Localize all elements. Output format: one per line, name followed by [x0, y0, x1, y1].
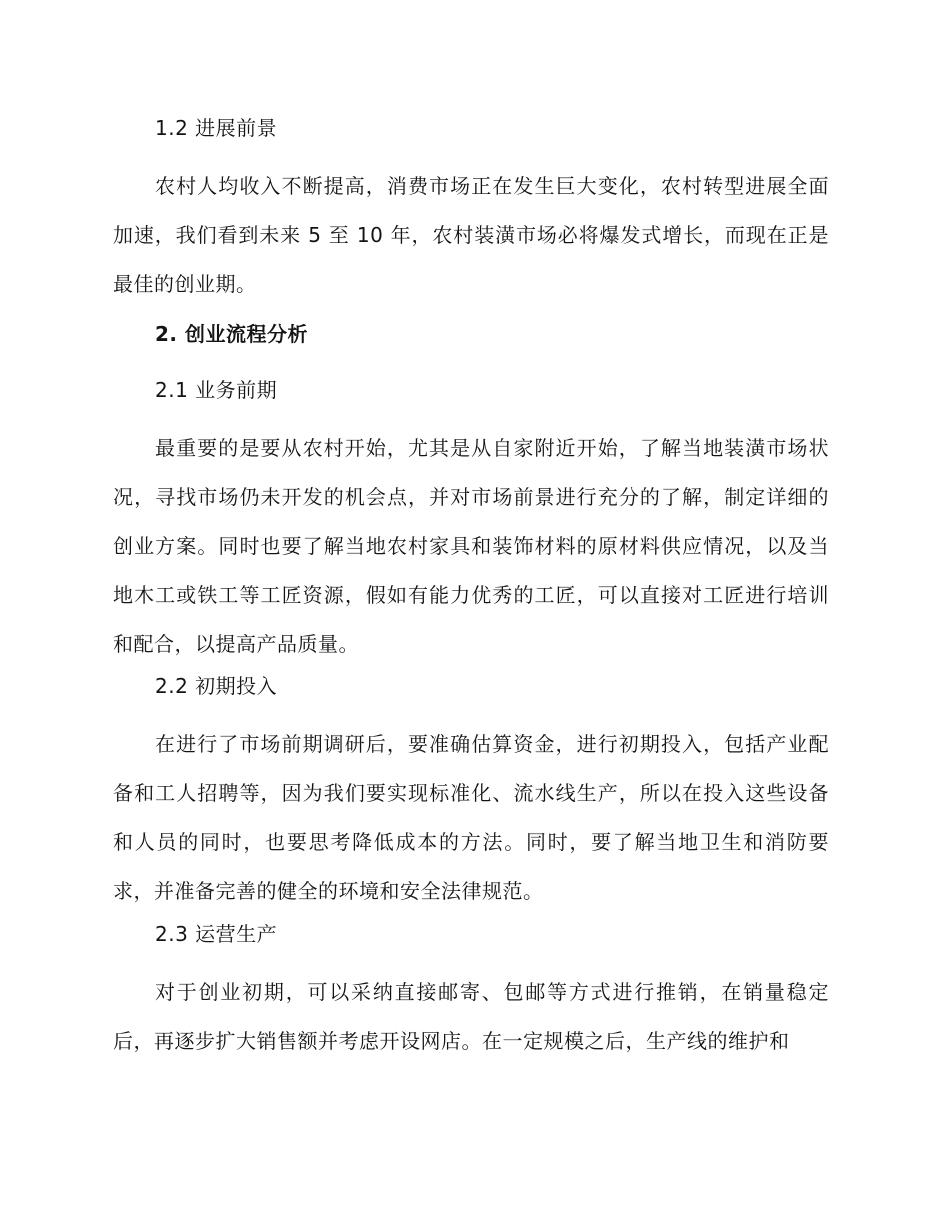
subheading-business-early-stage: 2.1 业务前期	[155, 378, 278, 402]
paragraph-initial-investment: 在进行了市场前期调研后，要准确估算资金，进行初期投入，包括产业配备和工人招聘等，因为我们要实现标准化、流水线生产，所以在投入这些设备和人员的同时，也要思考降低成本的方法。同时，要了解当地卫生和消防要求，并准备完善的健全的环境和安全法律规范。	[113, 732, 829, 903]
paragraph-operations-production: 对于创业初期，可以采纳直接邮寄、包邮等方式进行推销，在销量稳定后，再逐步扩大销售额并考虑开设网店。在一定规模之后，生产线的维护和	[113, 980, 829, 1053]
subheading-initial-investment: 2.2 初期投入	[155, 674, 278, 698]
paragraph-prospects: 农村人均收入不断提高，消费市场正在发生巨大变化，农村转型进展全面加速，我们看到未来 5 至 10 年，农村装潢市场必将爆发式增长，而现在正是最佳的创业期。	[113, 174, 829, 296]
heading-startup-process-analysis: 2. 创业流程分析	[155, 322, 308, 346]
subheading-progress-prospects: 1.2 进展前景	[155, 116, 278, 140]
paragraph-business-early-stage: 最重要的是要从农村开始，尤其是从自家附近开始，了解当地装潢市场状况，寻找市场仍未开发的机会点，并对市场前景进行充分的了解，制定详细的创业方案。同时也要了解当地农村家具和装饰材料的原材料供应情况，以及当地木工或铁工等工匠资源，假如有能力优秀的工匠，可以直接对工匠进行培训和配合，以提高产品质量。	[113, 436, 829, 656]
subheading-operations-production: 2.3 运营生产	[155, 922, 278, 946]
